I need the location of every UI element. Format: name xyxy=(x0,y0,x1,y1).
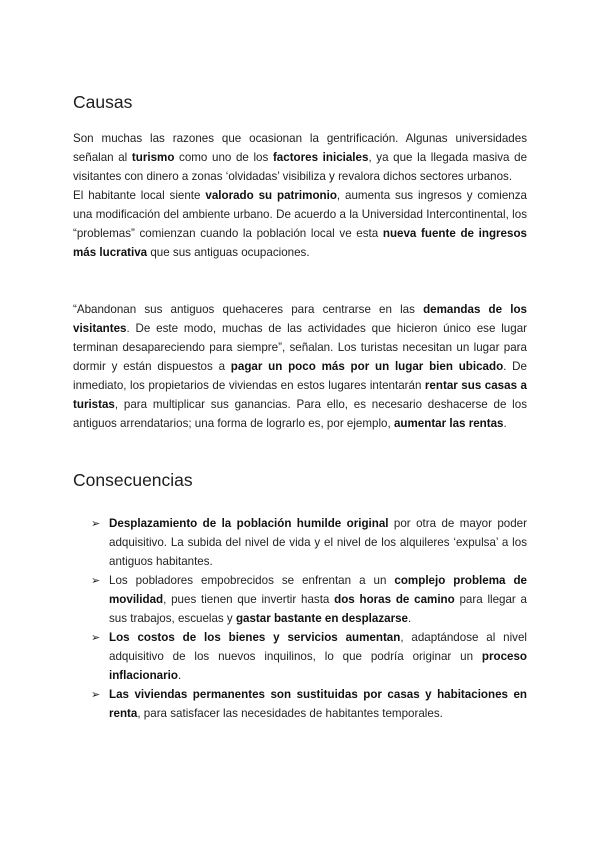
list-item-text: Los costos de los bienes y servicios aumentan, adaptándose al nivel adquisitivo de los nuevos inquilinos, lo que podría originar un proceso inflacionario. xyxy=(109,631,527,682)
bold-phrase: Los costos de los bienes y servicios aumentan xyxy=(109,631,401,644)
list-item-text: Las viviendas permanentes son sustituidas por casas y habitaciones en renta, para satisfacer las necesidades de habitantes temporales. xyxy=(109,688,527,720)
causas-paragraph-1: Son muchas las razones que ocasionan la gentrificación. Algunas universidades señalan al turismo como uno de los factores iniciales, ya que la llegada masiva de visitantes con dinero a zonas ‘olvidadas’ visibiliza y revalora dichos sectores urbanos. El habitante local siente valorado su patrimonio, aumenta sus ingresos y comienza una modificación del ambiente urbano. De acuerdo a la Universidad Intercontinental, los “problemas” comienzan cuando la población local ve esta nueva fuente de ingresos más lucrativa que sus antiguas ocupaciones. xyxy=(73,132,528,259)
arrow-bullet-icon: ➢ xyxy=(91,574,101,587)
list-item xyxy=(91,571,527,628)
bold-phrase: aumentar las rentas xyxy=(393,417,504,430)
arrow-bullet-icon: ➢ xyxy=(91,631,101,644)
bold-phrase: proceso inflacionario xyxy=(109,650,527,682)
bold-phrase: dos horas de camino xyxy=(334,593,455,606)
causas-paragraph-2: “Abandonan sus antiguos quehaceres para centrarse en las demandas de los visitantes. De este modo, muchas de las actividades que hicieron único ese lugar terminan desapareciendo para siempre”, señalan. Los turistas necesitan un lugar para dormir y están dispuestos a pagar un poco más por un lugar bien ubicado. De inmediato, los propietarios de viviendas en estos lugares intentarán rentar sus casas a turistas, para multiplicar sus ganancias. Para ello, es necesario deshacerse de los antiguos arrendatarios; una forma de lograrlo es, por ejemplo, aumentar las rentas. xyxy=(73,303,527,430)
bold-phrase: demandas de los visitantes xyxy=(73,303,527,335)
section-heading-causas: Causas xyxy=(73,92,133,112)
list-item-text: Desplazamiento de la población humilde original por otra de mayor poder adquisitivo. La subida del nivel de vida y el nivel de los alquileres ‘expulsa’ a los antiguos habitantes. xyxy=(109,517,527,568)
bold-phrase: factores iniciales xyxy=(272,151,369,164)
bold-phrase: Desplazamiento de la población humilde original xyxy=(109,517,389,530)
bold-phrase: turismo xyxy=(131,151,175,164)
arrow-bullet-icon: ➢ xyxy=(91,517,101,530)
bold-phrase: nueva fuente de ingresos más lucrativa xyxy=(73,227,527,259)
list-item xyxy=(91,514,527,571)
section-heading-consecuencias: Consecuencias xyxy=(73,470,193,490)
consecuencias-list xyxy=(91,514,527,723)
list-item xyxy=(91,628,527,685)
bold-phrase: Las viviendas permanentes son sustituidas por casas y habitaciones en renta xyxy=(109,688,527,720)
bold-phrase: valorado su patrimonio xyxy=(205,189,337,202)
bold-phrase: gastar bastante en desplazarse xyxy=(235,612,409,625)
bold-phrase: complejo problema de movilidad xyxy=(109,574,527,606)
bold-phrase: rentar sus casas a turistas xyxy=(73,379,527,411)
bold-phrase: pagar un poco más por un lugar bien ubicado xyxy=(230,360,504,373)
arrow-bullet-icon: ➢ xyxy=(91,688,101,701)
list-item-text: Los pobladores empobrecidos se enfrentan a un complejo problema de movilidad, pues tienen que invertir hasta dos horas de camino para llegar a sus trabajos, escuelas y gastar bastante en desplazarse. xyxy=(109,574,528,625)
list-item xyxy=(91,685,527,723)
